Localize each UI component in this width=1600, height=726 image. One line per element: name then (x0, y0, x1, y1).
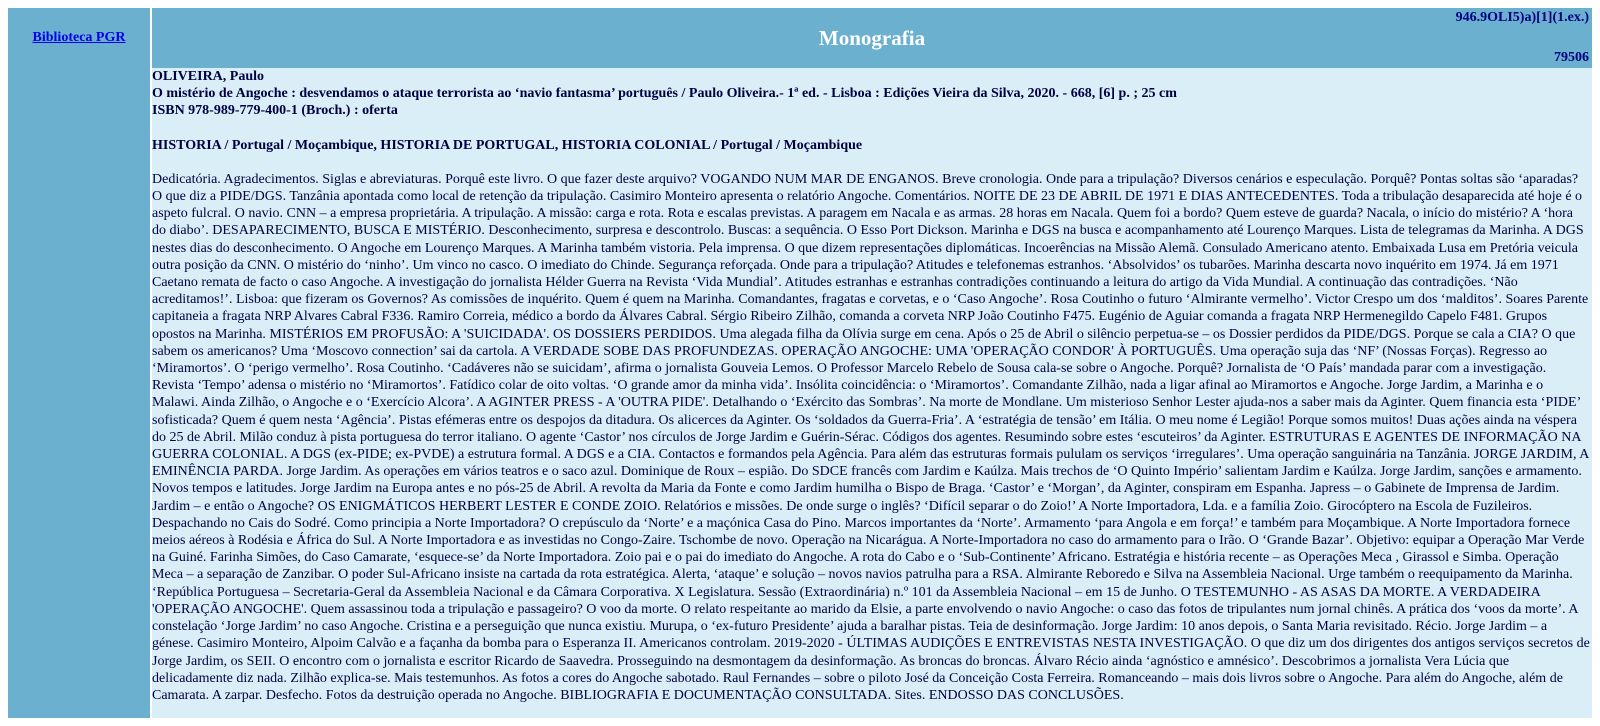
record-page (8, 8, 1592, 718)
call-number: 946.9OLI5)a)[1](1.ex.) (1455, 10, 1589, 25)
record-number: 79506 (1554, 50, 1589, 65)
sidebar-header (8, 8, 150, 68)
sidebar (8, 68, 150, 718)
record-author: OLIVEIRA, Paulo (152, 69, 265, 84)
spacer (152, 154, 1590, 171)
header-row (8, 8, 1592, 68)
library-link[interactable]: Biblioteca PGR (32, 30, 126, 45)
spacer (152, 120, 1590, 137)
record-contents: Dedicatória. Agradecimentos. Siglas e abreviaturas. Porquê este livro. O que fazer deste arquivo? VOGANDO NUM MAR DE ENGANOS. Breve cronologia. Onde para a tripulação? Diversos cenários e especulação. Porquê? Pontas soltas são ‘aparadas? O que diz a PIDE/DGS. Tanzânia apontada como local de retenção da tripulação. Casimiro Monteiro apresenta o relatório Angoche. Comentários. NOITE DE 23 DE ABRIL DE 1971 E DIAS ANTECEDENTES. Toda a tribulação desaparecida até hoje é o aspeto fulcral. O navio. CNN – a empresa proprietária. A tripulação. A missão: carga e rota. Rota e escalas previstas. A paragem em Nacala e as armas. 28 horas em Nacala. Quem foi a bordo? Quem esteve de guarda? Nacala, o início do mistério? A ‘hora do diabo’. DESAPARECIMENTO, BUSCA E MISTÉRIO. Desconhecimento, surpresa e descontrolo. Buscas: a sequência. O Esso Port Dickson. Marinha e DGS na busca e acompanhamento até Lourenço Marques. Lista de telegramas da Marinha. A DGS nestes dias do desconhecimento. O Angoche em Lourenço Marques. A Marinha também vistoria. Pela imprensa. O que dizem representações diplomáticas. Incoerências na Missão Alemã. Consulado Americano atento. Embaixada Lusa em Pretória veicula outra posição da CNN. O mistério do ‘ninho’. Um vinco no casco. O imediato do Chinde. Segurança reforçada. Onde para a tripulação? Atitudes e telefonemas estranhos. ‘Absolvidos’ os tubarões. Marinha descarta novo inquérito em 1974. Já em 1971 Caetano remata de facto o caso Angoche. A investigação do jornalista Hélder Guerra na Revista ‘Vida Mundial’. Atitudes estranhas e estranhas contradições continuando a leitura do artigo da Vida Mundial. A continuação das contradições. ‘Não acreditamos!’. Lisboa: que fizeram os Governos? As comissões de inquérito. Quem é quem na Marinha. Comandantes, fragatas e corvetas, e o ‘Caso Angoche’. Rosa Coutinho o futuro ‘Almirante vermelho’. Victor Crespo um dos ‘malditos’. Soares Parente capitaneia a fragata NRP Alvares Cabral F336. Ramiro Correia, médico a bordo da Álvares Cabral. Sérgio Ribeiro Zilhão, comanda a corveta NRP João Coutinho F475. Eugénio de Aguiar comanda a fragata NRP Hermenegildo Capelo F481. Grupos opostos na Marinha. MISTÉRIOS EM PROFUSÃO: A 'SUICIDADA'. OS DOSSIERS PERDIDOS. Uma alegada filha da Olívia surge em cena. Após o 25 de Abril o silêncio perpetua-se – os Dossier perdidos da PIDE/DGS. Porque se cala a CIA? O que sabem os americanos? Uma ‘Moscovo connection’ sai da cartola. A VERDADE SOBE DAS PROFUNDEZAS. OPERAÇÃO ANGOCHE: UMA 'OPERAÇÃO CONDOR' À PORTUGUÊS. Uma operação suja das ‘NF’ (Nossas Forças). Regresso ao ‘Miramortos’. O ‘perigo vermelho’. Rosa Coutinho. ‘Cadáveres não se suicidam’, afirma o jornalista Gouveia Lemos. O Professor Marcelo Rebelo de Sousa cala-se sobre o Angoche. Porquê? Jornalista de ‘O País’ mandada parar com a investigação. Revista ‘Tempo’ adensa o mistério no ‘Miramortos’. Fatídico colar de oito voltas. ‘O grande amor da minha vida’. Insólita coincidência: o ‘Miramortos’. Comandante Zilhão, nada a ligar afinal ao Miramortos e Angoche. Jorge Jardim, a Marinha e o Malawi. Ainda Zilhão, o Angoche e o ‘Exercício Alcora’. A AGINTER PRESS - A 'OUTRA PIDE'. Detalhando o ‘Exército das Sombras’. Na morte de Mondlane. Um misterioso Senhor Lester ajuda-nos a saber mais da Aginter. Quem financia esta ‘PIDE’ sofisticada? Quem é quem nesta ‘Agência’. Pistas efémeras entre os despojos da ditadura. Os alicerces da Aginter. Os ‘soldados da Guerra-Fria’. A ‘estratégia de tensão’ em Itália. O meu nome é Legião! Porque somos muitos! Duas ações ainda na véspera do 25 de Abril. Milão conduz à pista portuguesa do terror italiano. O agente ‘Castor’ nos círculos de Jorge Jardim e Guérin-Sérac. Códigos dos agentes. Resumindo sobre estes ‘escuteiros’ da Aginter. ESTRUTURAS E AGENTES DE INFORMAÇÃO NA GUERRA COLONIAL. A DGS (ex-PIDE; ex-PVDE) a estrutura formal. A DGS e a CIA. Contactos e formandos pela Agência. Para além das estruturas formais pululam os serviços ‘irregulares’. Uma operação sanguinária na Tanzânia. JORGE JARDIM, A EMINÊNCIA PARDA. Jorge Jardim. As operações em vários teatros e o saco azul. Dominique de Roux – espião. Do SDCE francês com Jardim e Kaúlza. Mais trechos de ‘O Quinto Império’ salientam Jardim e Kaúlza. Jorge Jardim, sanções e armamento. Novos tempos e latitudes. Jorge Jardim na Europa antes e no pós-25 de Abril. A revolta da Maria da Fonte e como Jardim humilha o Bispo de Braga. ‘Castor’ e ‘Morgan’, da Aginter, conspiram em Espanha. Japress – o Gabinete de Imprensa de Jardim. Jardim – e então o Angoche? OS ENIGMÁTICOS HERBERT LESTER E CONDE ZOIO. Relatórios e missões. De onde surge o inglês? ‘Difícil separar o do Zoio!’ A Norte Importadora, Lda. e a família Zoio. Girocóptero na Escola de Fuzileiros. Despachando no Cais do Sodré. Como principia a Norte Importadora? O crepúsculo da ‘Norte’ e a maçónica Casa do Pino. Marcos importantes da ‘Norte’. Armamento ‘para Angola e em força!’ e também para Moçambique. A Norte Importadora fornece meios aéreos à Rodésia e África do Sul. A Norte Importadora e as investidas no Congo-Zaire. Tschombe de novo. Operação na Nicarágua. A Norte-Importadora no caso do armamento para o Irão. O ‘Grande Bazar’. Objetivo: equipar a Operação Mar Verde na Guiné. Farinha Simões, do Caso Camarate, ‘esquece-se’ da Norte Importadora. Zoio pai e o pai do imediato do Angoche. A rota do Cabo e o ‘Sub-Continente’ Africano. Estratégia e história recente – as Operações Meca , Girassol e Simba. Operação Meca – a separação de Zanzibar. O poder Sul-Africano insiste na cartada da rota estratégica. Alerta, ‘ataque’ e solução – novos navios patrulha para a RSA. Almirante Reboredo e Silva na Assembleia Nacional. Urge também o reequipamento da Marinha. ‘República Portuguesa – Secretaria-Geral da Assembleia Nacional e da Câmara Corporativa. X Legislatura. Sessão (Extraordinária) n.º 101 da Assembleia Nacional – em 15 de Junho. O TESTEMUNHO - AS ASAS DA MORTE. A VERDADEIRA 'OPERAÇÃO ANGOCHE'. Quem assassinou toda a tripulação e passageiro? O voo da morte. O relato respeitante ao marido da Elsie, a parte envolvendo o navio Angoche: o caso das fotos de tripulantes num jornal chinês. A prática dos ‘voos da morte’. A constelação ‘Jorge Jardim’ no caso Angoche. Cristina e a perseguição que nunca existiu. Murupa, o ‘ex-futuro Presidente’ ajuda a baralhar pistas. Teia de desinformação. Jorge Jardim: 10 anos depois, o Santa Maria revisitado. Récio. Jorge Jardim – a génese. Casimiro Monteiro, Alpoim Calvão e a façanha da bomba para o Esperanza II. Americanos controlam. 2019-2020 - ÚLTIMAS AUDIÇÕES E ENTREVISTAS NESTA INVESTIGAÇÃO. O que diz um dos dirigentes dos antigos serviços secretos de Jorge Jardim, os SEII. O encontro com o jornalista e escritor Ricardo de Saavedra. Prosseguindo na desmontagem da desinformação. As broncas do broncas. Álvaro Récio ainda ‘agnóstico e amnésico’. Descobrimos a jornalista Vera Lúcia que delicadamente diz nada. Zilhão explica-se. Mais testemunhos. As fotos a cores do Angoche sabotado. Raul Fernandes – sobre o piloto José da Conceição Costa Ferreira. Romanceando – mais dois livros sobre o Angoche. Para além do Angoche, além de Camarata. A zarpar. Desfecho. Fotos da destruição operada no Angoche. BIBLIOGRAFIA E DOCUMENTAÇÃO CONSULTADA. Sites. ENDOSSO DAS CONCLUSÕES. (152, 171, 1590, 703)
record-subjects: HISTORIA / Portugal / Moçambique, HISTORIA DE PORTUGAL, HISTORIA COLONIAL / Portugal / Moçambique (152, 137, 863, 153)
record-header (152, 8, 1592, 68)
record-title: O mistério de Angoche : desvendamos o ataque terrorista ao ‘navio fantasma’ português / Paulo Oliveira.- 1ª ed. - Lisboa : Edições Vieira da Silva, 2020. - 668, [6] p. ; 25 cm (152, 86, 1177, 102)
body-row (8, 68, 1592, 718)
record-content (152, 68, 1592, 718)
page-title: Monografia (818, 26, 926, 50)
record-isbn: ISBN 978-989-779-400-1 (Broch.) : oferta (152, 103, 398, 119)
